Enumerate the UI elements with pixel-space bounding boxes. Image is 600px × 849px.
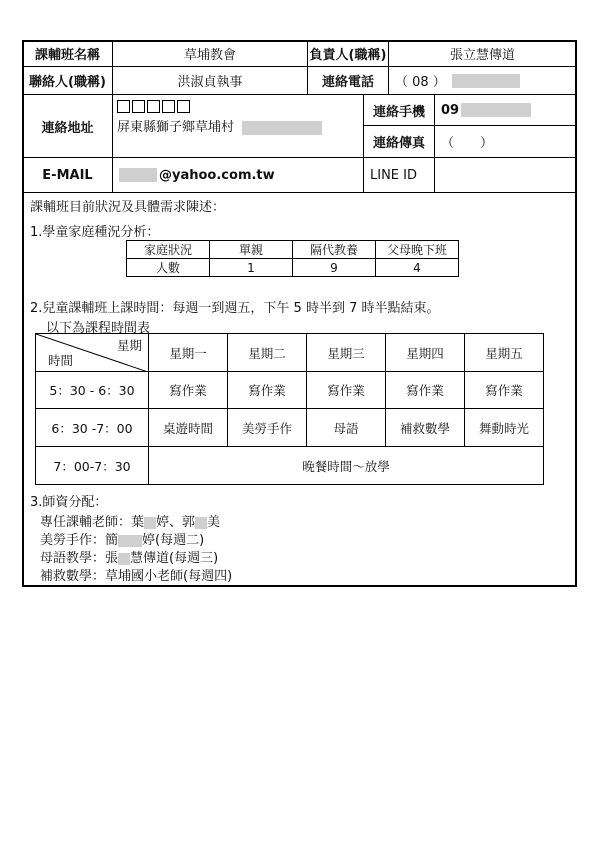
section2-title: 2.兒童課輔班上課時間：每週一到週五，下午 5 時半到 7 時半點結束。	[30, 301, 440, 316]
table-row	[36, 372, 544, 409]
postal-code-boxes	[117, 99, 192, 114]
time-slot-3: 7：00-7：30	[36, 447, 149, 485]
schedule-subtitle: 以下為課程時間表	[46, 321, 151, 336]
day-header-wed: 星期三	[307, 334, 386, 372]
label-email: E-MAIL	[22, 157, 113, 193]
time-slot-2: 6：30 -7：00	[36, 409, 149, 447]
dinner-dismissal-cell: 晚餐時間～放學	[149, 447, 544, 485]
family-value-grandparent: 9	[293, 259, 376, 277]
teacher-line-1	[40, 511, 220, 530]
email-suffix: @yahoo.com.tw	[159, 167, 275, 183]
section1-title: 1.學童家庭種況分析：	[30, 225, 160, 240]
redacted-name	[118, 553, 130, 565]
teacher-line-2-suffix: 婷(每週二)	[142, 533, 205, 548]
time-slot-1: 5：30 - 6：30	[36, 372, 149, 409]
value-contact-person: 洪淑貞執事	[112, 66, 308, 95]
family-header-grandparent: 隔代教養	[293, 241, 376, 259]
slot1-fri: 寫作業	[465, 372, 544, 409]
slot1-thu: 寫作業	[386, 372, 465, 409]
value-fax: （ ）	[434, 125, 577, 158]
slot1-wed: 寫作業	[307, 372, 386, 409]
day-header-mon: 星期一	[149, 334, 228, 372]
mobile-prefix: 09	[441, 102, 460, 118]
teacher-line-3-suffix: 慧傳道(每週三)	[130, 551, 219, 566]
redacted-phone	[452, 74, 520, 88]
slot1-mon: 寫作業	[149, 372, 228, 409]
section3-title: 3.師資分配：	[30, 495, 108, 510]
redacted-address	[242, 121, 322, 135]
value-line-id	[434, 157, 577, 193]
label-person-in-charge: 負責人(職稱)	[307, 40, 389, 67]
value-mobile	[434, 94, 577, 126]
family-header-single: 單親	[210, 241, 293, 259]
day-header-tue: 星期二	[228, 334, 307, 372]
label-line-id: LINE ID	[363, 157, 435, 193]
family-header-status: 家庭狀況	[127, 241, 210, 259]
label-address: 連絡地址	[22, 94, 113, 158]
label-fax: 連絡傳真	[363, 125, 435, 158]
section-intro: 課輔班目前狀況及具體需求陳述：	[30, 200, 226, 215]
family-value-single: 1	[210, 259, 293, 277]
teacher-line-1-mid: 婷、郭	[156, 515, 196, 530]
table-row	[36, 409, 544, 447]
label-mobile: 連絡手機	[363, 94, 435, 126]
value-person-in-charge: 張立慧傳道	[388, 40, 577, 67]
family-value-late-parents: 4	[376, 259, 459, 277]
slot2-mon: 桌遊時間	[149, 409, 228, 447]
label-contact-person: 聯絡人(職稱)	[22, 66, 113, 95]
teacher-line-2-prefix: 美勞手作：簡	[40, 533, 119, 548]
table-row	[36, 447, 544, 485]
teacher-line-1-suffix: 美	[207, 515, 221, 530]
label-contact-phone: 連絡電話	[307, 66, 389, 95]
teacher-line-2	[40, 529, 204, 548]
redacted-email	[119, 168, 157, 182]
value-address	[112, 94, 364, 158]
redacted-name	[195, 517, 207, 529]
schedule-table	[35, 333, 544, 485]
slot2-fri: 舞動時光	[465, 409, 544, 447]
schedule-corner-cell	[36, 334, 149, 372]
redacted-name	[144, 517, 156, 529]
family-status-table	[126, 240, 459, 277]
family-header-late-parents: 父母晚下班	[376, 241, 459, 259]
teacher-line-3	[40, 547, 218, 566]
teacher-line-1-prefix: 專任課輔老師：葉	[40, 515, 145, 530]
redacted-name	[118, 535, 142, 547]
address-text: 屏東縣獅子鄉草埔村	[117, 120, 235, 135]
corner-day-label: 星期	[116, 338, 142, 353]
phone-prefix: （ 08 ）	[395, 75, 446, 90]
corner-time-label: 時間	[48, 353, 74, 368]
day-header-fri: 星期五	[465, 334, 544, 372]
value-class-name: 草埔教會	[112, 40, 308, 67]
value-contact-phone	[388, 66, 577, 95]
slot2-thu: 補救數學	[386, 409, 465, 447]
slot1-tue: 寫作業	[228, 372, 307, 409]
slot2-tue: 美勞手作	[228, 409, 307, 447]
day-header-thu: 星期四	[386, 334, 465, 372]
teacher-line-4	[40, 565, 232, 584]
teacher-line-4-prefix: 補救數學：草埔國小老師(每週四)	[40, 569, 233, 584]
redacted-mobile	[461, 103, 531, 117]
teacher-line-3-prefix: 母語教學：張	[40, 551, 119, 566]
label-class-name: 課輔班名稱	[22, 40, 113, 67]
family-row-label: 人數	[127, 259, 210, 277]
slot2-wed: 母語	[307, 409, 386, 447]
value-email	[112, 157, 364, 193]
